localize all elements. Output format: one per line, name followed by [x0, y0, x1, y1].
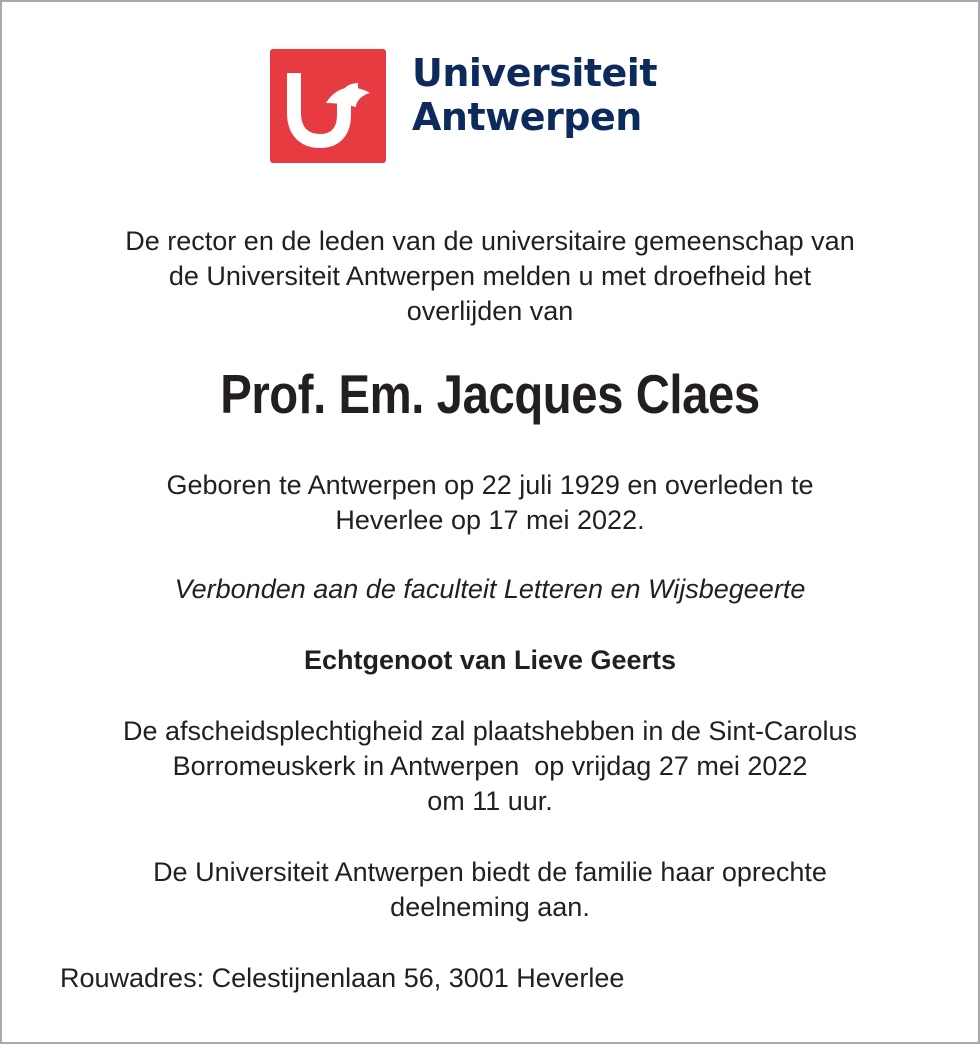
ceremony-line: Borromeuskerk in Antwerpen op vrijdag 27 mei 2022	[172, 751, 808, 781]
intro-line: overlijden van	[406, 296, 574, 326]
university-logo-mark-icon	[270, 49, 386, 163]
birth-death-paragraph	[0, 468, 980, 538]
mourning-address: Rouwadres: Celestijnenlaan 56, 3001 Heverlee	[60, 963, 625, 993]
logo-line-1: Universiteit	[412, 51, 657, 95]
birth-death-line: Heverlee op 17 mei 2022.	[335, 505, 645, 535]
condolence-line: De Universiteit Antwerpen biedt de familie haar oprechte	[153, 857, 827, 887]
ceremony-line: om 11 uur.	[427, 786, 553, 816]
intro-line: de Universiteit Antwerpen melden u met droefheid het	[168, 261, 812, 291]
logo-line-2: Antwerpen	[412, 95, 642, 139]
intro-paragraph	[0, 224, 980, 329]
condolence-paragraph	[0, 855, 980, 925]
university-logo-text	[412, 51, 657, 139]
ceremony-line: De afscheidsplechtigheid zal plaatshebben in de Sint-Carolus	[123, 716, 857, 746]
condolence-line: deelneming aan.	[390, 892, 590, 922]
deceased-name: Prof. Em. Jacques Claes	[220, 363, 760, 425]
faculty-affiliation: Verbonden aan de faculteit Letteren en Wijsbegeerte	[174, 574, 806, 604]
birth-death-line: Geboren te Antwerpen op 22 juli 1929 en overleden te	[166, 470, 814, 500]
ceremony-paragraph	[0, 714, 980, 819]
intro-line: De rector en de leden van de universitaire gemeenschap van	[125, 226, 855, 256]
spouse-line: Echtgenoot van Lieve Geerts	[303, 645, 677, 675]
university-logo	[270, 49, 690, 165]
